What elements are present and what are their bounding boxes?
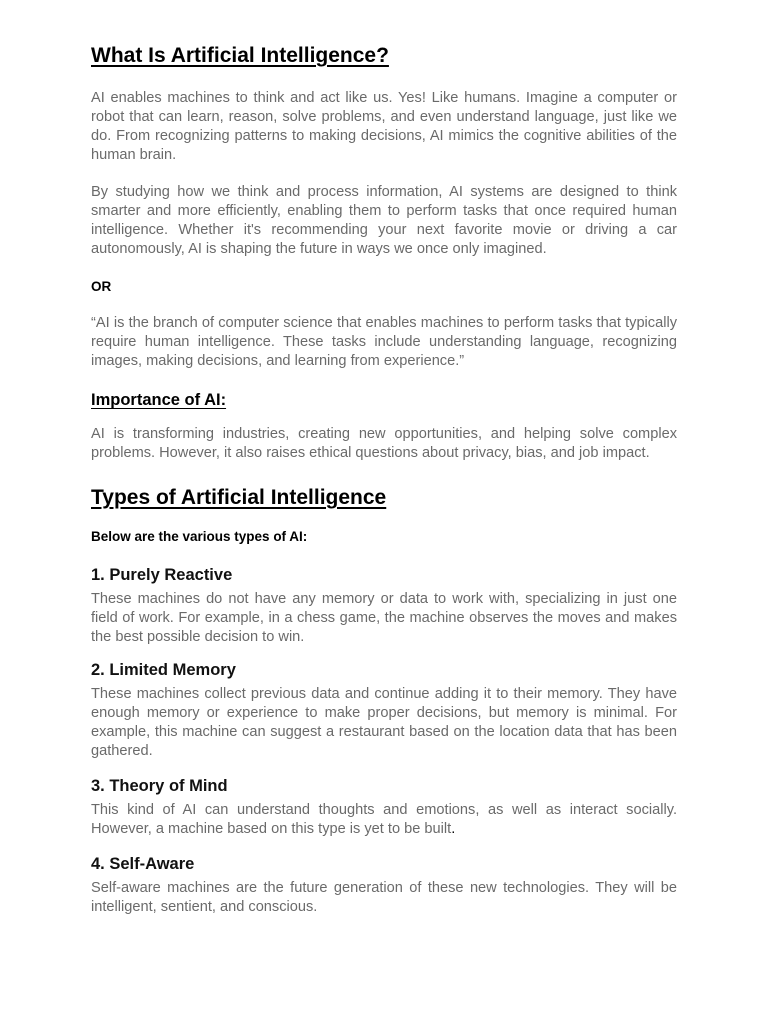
types-heading: Types of Artificial Intelligence (91, 486, 387, 509)
page-title: What Is Artificial Intelligence? (91, 44, 389, 67)
intro-paragraph-2: By studying how we think and process information, AI systems are designed to think smarter and more efficiently, enabling them to perform tasks that once required human intelligence. Whether it's recommending your next favorite movie or driving a car autonomously, AI is shaping the future in ways we once only imagined. (91, 184, 677, 257)
type-heading-theory-of-mind: 3. Theory of Mind (91, 777, 228, 795)
type-text-theory-of-mind-period: . (451, 821, 456, 837)
type-text-limited-memory: These machines collect previous data and continue adding it to their memory. They have enough memory or experience to make proper decisions, but memory is minimal. For example, this machine can suggest a restaurant based on the location data that has been gathered. (91, 686, 677, 759)
types-intro: Below are the various types of AI: (91, 529, 308, 544)
type-text-self-aware: Self-aware machines are the future generation of these new technologies. They will be intelligent, sentient, and conscious. (91, 880, 677, 915)
type-text-theory-of-mind (91, 801, 677, 839)
type-heading-purely-reactive: 1. Purely Reactive (91, 566, 233, 584)
importance-heading: Importance of AI: (91, 391, 227, 409)
type-text-purely-reactive: These machines do not have any memory or data to work with, specializing in just one field of work. For example, in a chess game, the machine observes the moves and makes the best possible decision to win. (91, 591, 677, 645)
type-heading-limited-memory: 2. Limited Memory (91, 661, 236, 679)
intro-paragraph-1: AI enables machines to think and act like us. Yes! Like humans. Imagine a computer or robot that can learn, reason, solve problems, and even understand language, just like we do. From recognizing patterns to making decisions, AI mimics the cognitive abilities of the human brain. (91, 90, 677, 163)
importance-paragraph: AI is transforming industries, creating new opportunities, and helping solve complex problems. However, it also raises ethical questions about privacy, bias, and job impact. (91, 426, 677, 461)
type-text-theory-of-mind-body: This kind of AI can understand thoughts and emotions, as well as interact socially. However, a machine based on this type is yet to be built (91, 802, 677, 837)
definition-quote: “AI is the branch of computer science that enables machines to perform tasks that typically require human intelligence. These tasks include understanding language, recognizing images, making decisions, and learning from experience.” (91, 315, 677, 369)
or-label: OR (91, 279, 112, 294)
type-heading-self-aware: 4. Self-Aware (91, 855, 195, 873)
